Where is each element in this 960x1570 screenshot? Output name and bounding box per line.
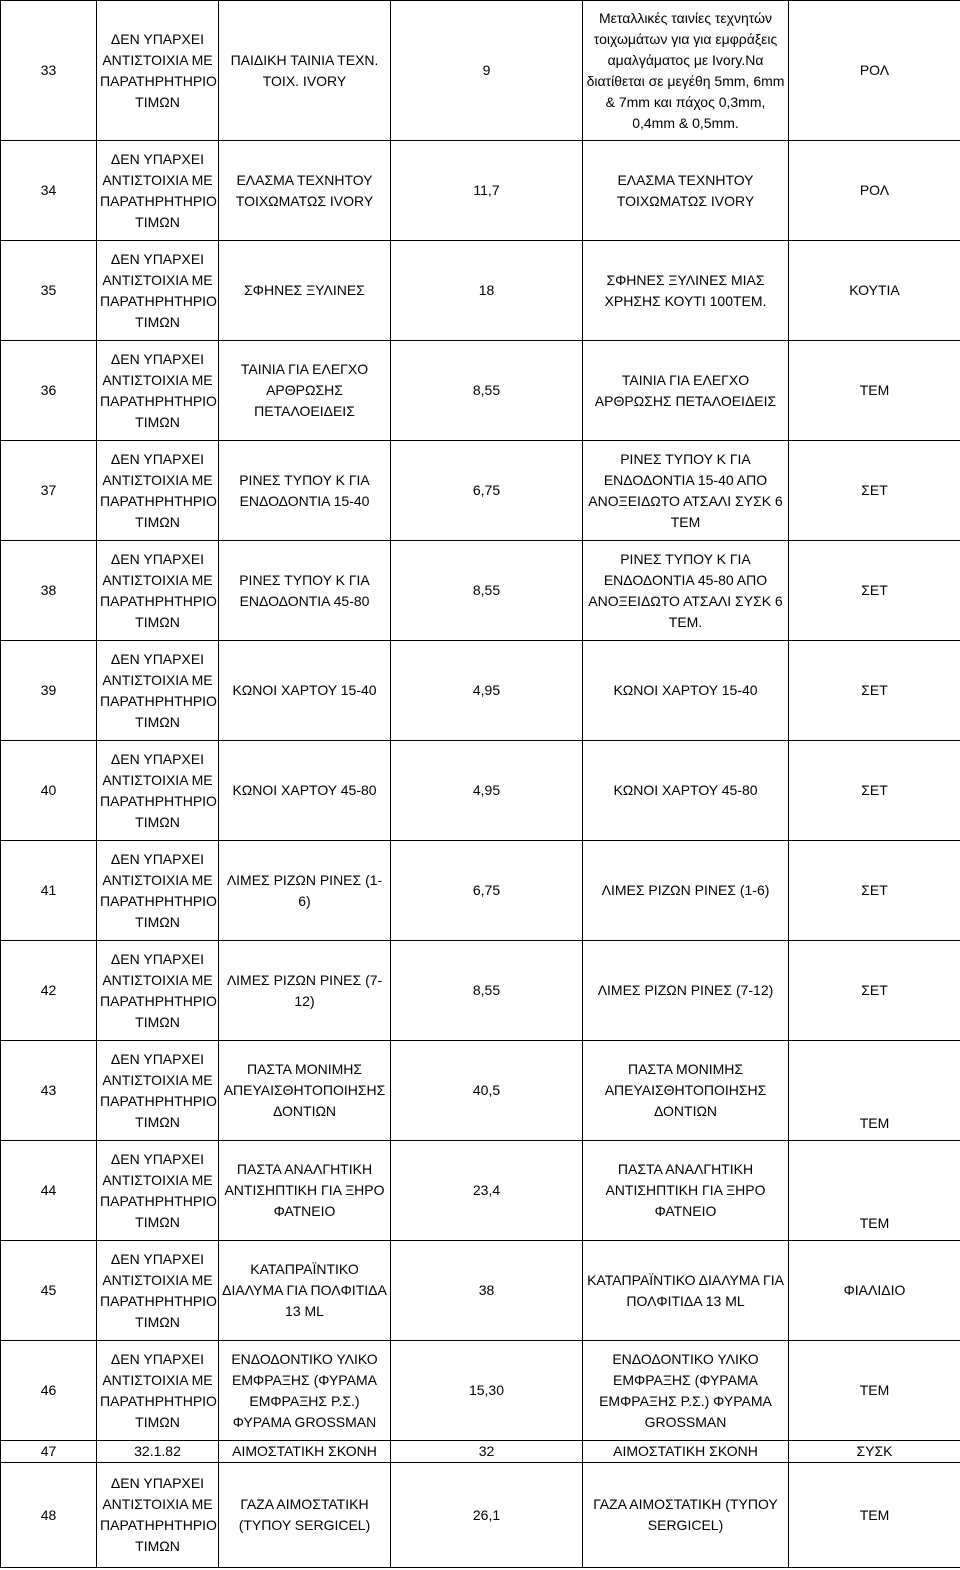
observatory-code [97,241,219,341]
row-number: 33 [1,1,97,141]
observatory-code-line: ΔΕΝ ΥΠΑΡΧΕΙ [110,30,205,47]
observatory-code-line: ΑΝΤΙΣΤΟΙΧΙΑ ΜΕ [102,871,213,888]
observatory-code-line: ΑΝΤΙΣΤΟΙΧΙΑ ΜΕ [102,371,213,388]
row-number: 44 [1,1141,97,1241]
item-name: ΓΑΖΑ ΑΙΜΟΣΤΑΤΙΚΗ (ΤΥΠΟΥ SERGICEL) [219,1463,391,1568]
observatory-code-line: ΠΑΡΑΤΗΡΗΤΗΡΙΟ [100,392,217,409]
observatory-code [97,1041,219,1141]
observatory-code-line: ΔΕΝ ΥΠΑΡΧΕΙ [110,450,205,467]
item-name: ΠΑΙΔΙΚΗ ΤΑΙΝΙΑ ΤΕΧΝ. ΤΟΙΧ. IVORY [219,1,391,141]
observatory-code-line: ΠΑΡΑΤΗΡΗΤΗΡΙΟ [100,1392,217,1409]
table-body [1,1,960,1568]
unit-price: 26,1 [391,1463,583,1568]
item-description: ΓΑΖΑ ΑΙΜΟΣΤΑΤΙΚΗ (ΤΥΠΟΥ SERGICEL) [583,1463,789,1568]
item-name: ΡΙΝΕΣ ΤΥΠΟΥ Κ ΓΙΑ ΕΝΔΟΔΟΝΤΙΑ 45-80 [219,541,391,641]
observatory-code-line: ΔΕΝ ΥΠΑΡΧΕΙ [110,750,205,767]
observatory-code-line: ΠΑΡΑΤΗΡΗΤΗΡΙΟ [100,72,217,89]
observatory-code-line: ΑΝΤΙΣΤΟΙΧΙΑ ΜΕ [102,1496,213,1512]
item-name: ΠΑΣΤΑ ΑΝΑΛΓΗΤΙΚΗ ΑΝΤΙΣΗΠΤΙΚΗ ΓΙΑ ΞΗΡΟ ΦΑΤΝΕΙΟ [219,1141,391,1241]
observatory-code-line: ΠΑΡΑΤΗΡΗΤΗΡΙΟ [100,792,217,809]
observatory-code-line: ΠΑΡΑΤΗΡΗΤΗΡΙΟ [100,1292,217,1309]
observatory-code-line: ΠΑΡΑΤΗΡΗΤΗΡΙΟ [100,1517,217,1533]
observatory-code-line: ΠΑΡΑΤΗΡΗΤΗΡΙΟ [100,1092,217,1109]
item-description: ΛΙΜΕΣ ΡΙΖΩΝ ΡΙΝΕΣ (1-6) [583,841,789,941]
item-name: ΡΙΝΕΣ ΤΥΠΟΥ Κ ΓΙΑ ΕΝΔΟΔΟΝΤΙΑ 15-40 [219,441,391,541]
unit-of-measure: ΡΟΛ [789,1,960,141]
observatory-code-line: ΤΙΜΩΝ [135,313,180,330]
observatory-code-line: ΠΑΡΑΤΗΡΗΤΗΡΙΟ [100,492,217,509]
table-row [1,841,960,941]
item-description: ΑΙΜΟΣΤΑΤΙΚΗ ΣΚΟΝΗ [583,1441,789,1463]
item-name: ΠΑΣΤΑ ΜΟΝΙΜΗΣ ΑΠΕΥΑΙΣΘΗΤΟΠΟΙΗΣΗΣ ΔΟΝΤΙΩΝ [219,1041,391,1141]
observatory-code-line: ΑΝΤΙΣΤΟΙΧΙΑ ΜΕ [102,771,213,788]
observatory-code-line: ΔΕΝ ΥΠΑΡΧΕΙ [110,1350,205,1367]
unit-of-measure: ΤΕΜ [789,1141,960,1241]
observatory-code-line: ΑΝΤΙΣΤΟΙΧΙΑ ΜΕ [102,971,213,988]
table-row [1,1141,960,1241]
unit-price: 8,55 [391,541,583,641]
item-description: ΛΙΜΕΣ ΡΙΖΩΝ ΡΙΝΕΣ (7-12) [583,941,789,1041]
unit-price: 6,75 [391,441,583,541]
observatory-code [97,641,219,741]
item-name: ΕΝΔΟΔΟΝΤΙΚΟ ΥΛΙΚΟ ΕΜΦΡΑΞΗΣ (ΦΥΡΑΜΑ ΕΜΦΡΑΞΗΣ Ρ.Σ.) ΦΥΡΑΜΑ GROSSMAN [219,1341,391,1441]
table-row [1,541,960,641]
observatory-code-line: ΤΙΜΩΝ [135,213,180,230]
observatory-code [97,1341,219,1441]
table-row [1,1,960,141]
observatory-code-line: ΑΝΤΙΣΤΟΙΧΙΑ ΜΕ [102,51,213,68]
unit-price: 15,30 [391,1341,583,1441]
observatory-code-line: ΔΕΝ ΥΠΑΡΧΕΙ [110,650,205,667]
observatory-code-line: ΤΙΜΩΝ [135,913,180,930]
item-name: ΛΙΜΕΣ ΡΙΖΩΝ ΡΙΝΕΣ (7-12) [219,941,391,1041]
unit-of-measure: ΣΕΤ [789,541,960,641]
row-number: 45 [1,1241,97,1341]
table-row [1,341,960,441]
observatory-code [97,1241,219,1341]
observatory-code-line: ΤΙΜΩΝ [135,613,180,630]
observatory-code [97,341,219,441]
unit-of-measure: ΣΕΤ [789,841,960,941]
observatory-code [97,1441,219,1463]
item-name: ΛΙΜΕΣ ΡΙΖΩΝ ΡΙΝΕΣ (1-6) [219,841,391,941]
unit-of-measure: ΣΕΤ [789,941,960,1041]
row-number: 35 [1,241,97,341]
observatory-code-line: ΑΝΤΙΣΤΟΙΧΙΑ ΜΕ [102,1171,213,1188]
observatory-code-line: ΔΕΝ ΥΠΑΡΧΕΙ [110,850,205,867]
row-number: 39 [1,641,97,741]
observatory-code-line: ΑΝΤΙΣΤΟΙΧΙΑ ΜΕ [102,171,213,188]
unit-of-measure: ΣΕΤ [789,641,960,741]
observatory-code [97,841,219,941]
observatory-code-line: ΔΕΝ ΥΠΑΡΧΕΙ [110,1475,205,1491]
unit-price: 9 [391,1,583,141]
observatory-code-line: ΠΑΡΑΤΗΡΗΤΗΡΙΟ [100,692,217,709]
observatory-code-line: ΑΝΤΙΣΤΟΙΧΙΑ ΜΕ [102,1071,213,1088]
unit-of-measure: ΣΕΤ [789,741,960,841]
item-description: ΠΑΣΤΑ ΑΝΑΛΓΗΤΙΚΗ ΑΝΤΙΣΗΠΤΙΚΗ ΓΙΑ ΞΗΡΟ ΦΑΤΝΕΙΟ [583,1141,789,1241]
observatory-code [97,1,219,141]
row-number: 38 [1,541,97,641]
unit-of-measure: ΣΥΣΚ [789,1441,960,1463]
unit-price: 8,55 [391,341,583,441]
item-name: ΣΦΗΝΕΣ ΞΥΛΙΝΕΣ [219,241,391,341]
table-row [1,1241,960,1341]
item-description: ΚΑΤΑΠΡΑΪΝΤΙΚΟ ΔΙΑΛΥΜΑ ΓΙΑ ΠΟΛΦΙΤΙΔΑ 13 ML [583,1241,789,1341]
observatory-code [97,441,219,541]
item-description: Μεταλλικές ταινίες τεχνητών τοιχωμάτων για για εμφράξεις αμαλγάματος με Ivory.Να διατίθεται σε μεγέθη 5mm, 6mm & 7mm και πάχος 0,3mm, 0,4mm & 0,5mm. [583,1,789,141]
observatory-code-line: ΤΙΜΩΝ [135,1313,180,1330]
unit-of-measure: ΤΕΜ [789,1463,960,1568]
observatory-code-line: ΤΙΜΩΝ [135,1538,180,1554]
observatory-code-line: ΔΕΝ ΥΠΑΡΧΕΙ [110,350,205,367]
row-number: 36 [1,341,97,441]
item-description: ΡΙΝΕΣ ΤΥΠΟΥ Κ ΓΙΑ ΕΝΔΟΔΟΝΤΙΑ 45-80 ΑΠΟ ΑΝΟΞΕΙΔΩΤΟ ΑΤΣΑΛΙ ΣΥΣΚ 6 ΤΕΜ. [583,541,789,641]
item-name: ΚΑΤΑΠΡΑΪΝΤΙΚΟ ΔΙΑΛΥΜΑ ΓΙΑ ΠΟΛΦΙΤΙΔΑ 13 ML [219,1241,391,1341]
unit-price: 38 [391,1241,583,1341]
observatory-code-line: ΔΕΝ ΥΠΑΡΧΕΙ [110,1250,205,1267]
observatory-code-line: ΤΙΜΩΝ [135,1013,180,1030]
unit-price: 6,75 [391,841,583,941]
item-name: ΕΛΑΣΜΑ ΤΕΧΝΗΤΟΥ ΤΟΙΧΩΜΑΤΩΣ IVORY [219,141,391,241]
observatory-code-line: ΤΙΜΩΝ [135,1213,180,1230]
table-row [1,1041,960,1141]
table-row [1,741,960,841]
row-number: 40 [1,741,97,841]
observatory-code-line: ΠΑΡΑΤΗΡΗΤΗΡΙΟ [100,892,217,909]
observatory-code-line: ΑΝΤΙΣΤΟΙΧΙΑ ΜΕ [102,671,213,688]
unit-of-measure: ΡΟΛ [789,141,960,241]
unit-price: 4,95 [391,741,583,841]
item-description: ΚΩΝΟΙ ΧΑΡΤΟΥ 15-40 [583,641,789,741]
observatory-code-line: ΑΝΤΙΣΤΟΙΧΙΑ ΜΕ [102,271,213,288]
observatory-code [97,741,219,841]
unit-of-measure: ΤΕΜ [789,1341,960,1441]
observatory-code-line: ΠΑΡΑΤΗΡΗΤΗΡΙΟ [100,992,217,1009]
unit-of-measure: ΣΕΤ [789,441,960,541]
table-row [1,941,960,1041]
item-description: ΕΝΔΟΔΟΝΤΙΚΟ ΥΛΙΚΟ ΕΜΦΡΑΞΗΣ (ΦΥΡΑΜΑ ΕΜΦΡΑΞΗΣ Ρ.Σ.) ΦΥΡΑΜΑ GROSSMAN [583,1341,789,1441]
unit-price: 18 [391,241,583,341]
item-name: ΚΩΝΟΙ ΧΑΡΤΟΥ 15-40 [219,641,391,741]
observatory-code-line: ΑΝΤΙΣΤΟΙΧΙΑ ΜΕ [102,1271,213,1288]
observatory-code-line: ΤΙΜΩΝ [135,1413,180,1430]
observatory-code-line: ΔΕΝ ΥΠΑΡΧΕΙ [110,950,205,967]
table-row [1,441,960,541]
observatory-code-line: ΔΕΝ ΥΠΑΡΧΕΙ [110,250,205,267]
observatory-code-line: ΑΝΤΙΣΤΟΙΧΙΑ ΜΕ [102,471,213,488]
observatory-code-line: ΑΝΤΙΣΤΟΙΧΙΑ ΜΕ [102,571,213,588]
observatory-code-line: ΠΑΡΑΤΗΡΗΤΗΡΙΟ [100,192,217,209]
item-description: ΡΙΝΕΣ ΤΥΠΟΥ Κ ΓΙΑ ΕΝΔΟΔΟΝΤΙΑ 15-40 ΑΠΟ ΑΝΟΞΕΙΔΩΤΟ ΑΤΣΑΛΙ ΣΥΣΚ 6 ΤΕΜ [583,441,789,541]
observatory-code-line: ΤΙΜΩΝ [135,1113,180,1130]
unit-price: 11,7 [391,141,583,241]
unit-of-measure: ΤΕΜ [789,1041,960,1141]
observatory-code-line: ΠΑΡΑΤΗΡΗΤΗΡΙΟ [100,1192,217,1209]
item-description: ΚΩΝΟΙ ΧΑΡΤΟΥ 45-80 [583,741,789,841]
table-row [1,241,960,341]
unit-of-measure: ΦΙΑΛΙΔΙΟ [789,1241,960,1341]
observatory-code-line: ΤΙΜΩΝ [135,93,180,110]
observatory-code-line: ΔΕΝ ΥΠΑΡΧΕΙ [110,550,205,567]
unit-of-measure: ΤΕΜ [789,341,960,441]
row-number: 48 [1,1463,97,1568]
unit-price: 23,4 [391,1141,583,1241]
item-name: ΤΑΙΝΙΑ ΓΙΑ ΕΛΕΓΧΟ ΑΡΘΡΩΣΗΣ ΠΕΤΑΛΟΕΙΔΕΙΣ [219,341,391,441]
observatory-code [97,541,219,641]
table-row [1,141,960,241]
observatory-code [97,141,219,241]
row-number: 37 [1,441,97,541]
row-number: 34 [1,141,97,241]
observatory-code-line: ΤΙΜΩΝ [135,713,180,730]
table-row [1,1463,960,1568]
item-description: ΠΑΣΤΑ ΜΟΝΙΜΗΣ ΑΠΕΥΑΙΣΘΗΤΟΠΟΙΗΣΗΣ ΔΟΝΤΙΩΝ [583,1041,789,1141]
unit-price: 4,95 [391,641,583,741]
unit-price: 8,55 [391,941,583,1041]
item-description: ΣΦΗΝΕΣ ΞΥΛΙΝΕΣ ΜΙΑΣ ΧΡΗΣΗΣ ΚΟΥΤΙ 100ΤΕΜ. [583,241,789,341]
observatory-code-line: 32.1.82 [134,1443,181,1459]
item-name: ΑΙΜΟΣΤΑΤΙΚΗ ΣΚΟΝΗ [219,1441,391,1463]
row-number: 47 [1,1441,97,1463]
observatory-code-line: ΔΕΝ ΥΠΑΡΧΕΙ [110,1050,205,1067]
item-name: ΚΩΝΟΙ ΧΑΡΤΟΥ 45-80 [219,741,391,841]
observatory-code-line: ΔΕΝ ΥΠΑΡΧΕΙ [110,1150,205,1167]
unit-price: 40,5 [391,1041,583,1141]
item-description: ΕΛΑΣΜΑ ΤΕΧΝΗΤΟΥ ΤΟΙΧΩΜΑΤΩΣ IVORY [583,141,789,241]
item-description: ΤΑΙΝΙΑ ΓΙΑ ΕΛΕΓΧΟ ΑΡΘΡΩΣΗΣ ΠΕΤΑΛΟΕΙΔΕΙΣ [583,341,789,441]
observatory-code [97,1141,219,1241]
observatory-code-line: ΤΙΜΩΝ [135,813,180,830]
table-row [1,1441,960,1463]
observatory-code-line: ΤΙΜΩΝ [135,513,180,530]
table-row [1,641,960,741]
observatory-code-line: ΔΕΝ ΥΠΑΡΧΕΙ [110,150,205,167]
observatory-code-line: ΠΑΡΑΤΗΡΗΤΗΡΙΟ [100,292,217,309]
row-number: 46 [1,1341,97,1441]
row-number: 41 [1,841,97,941]
observatory-code [97,941,219,1041]
observatory-code-line: ΑΝΤΙΣΤΟΙΧΙΑ ΜΕ [102,1371,213,1388]
unit-price: 32 [391,1441,583,1463]
row-number: 42 [1,941,97,1041]
table-row [1,1341,960,1441]
row-number: 43 [1,1041,97,1141]
observatory-code [97,1463,219,1568]
observatory-code-line: ΠΑΡΑΤΗΡΗΤΗΡΙΟ [100,592,217,609]
observatory-code-line: ΤΙΜΩΝ [135,413,180,430]
unit-of-measure: ΚΟΥΤΙΑ [789,241,960,341]
